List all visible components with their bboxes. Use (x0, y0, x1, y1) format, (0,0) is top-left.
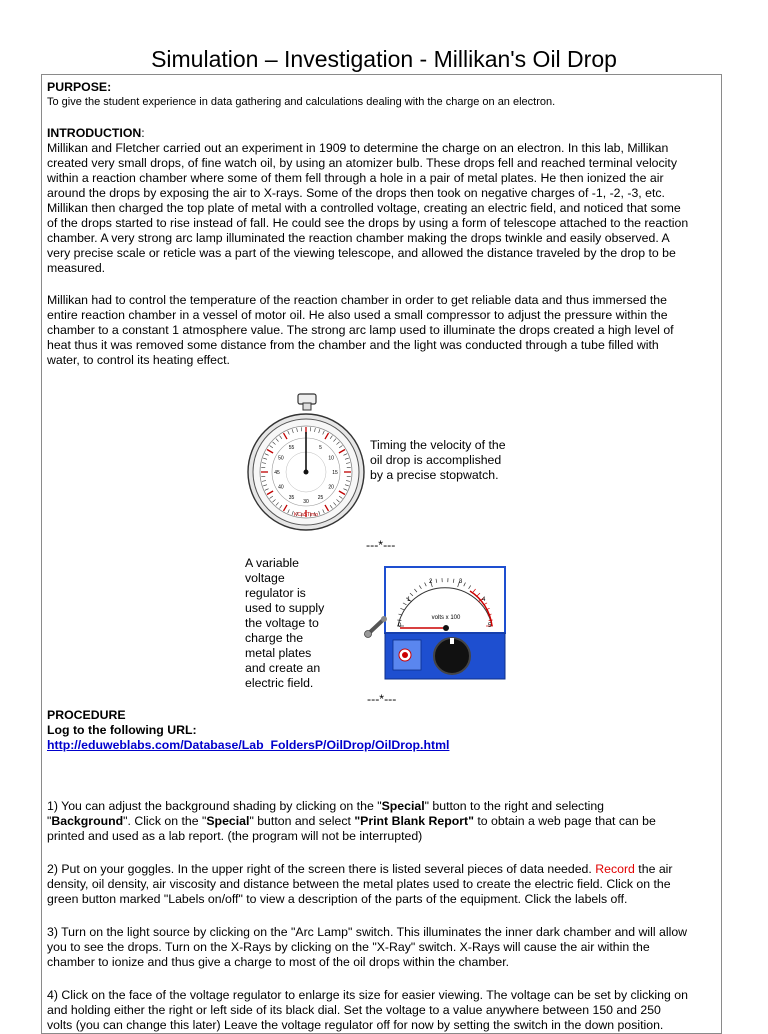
intro-line: created very small drops, of fine watch oil, by using an atomizer bulb. These drops fell and reached terminal velocity (47, 156, 717, 171)
stopwatch-dial-label: 55 (289, 445, 295, 451)
voltmeter-tick-1: 1 (407, 597, 411, 603)
intro-line: of the drops started to rise instead of fall. He could see the drops by using a form of telescope attached to the reaction (47, 216, 717, 231)
stopwatch-dial-label: 30 (303, 499, 309, 505)
step-1-line: printed and used as a lab report. (the program will not be interrupted) (47, 829, 717, 844)
step-2-line: green button marked "Labels on/off" to view a description of the parts of the equipment. Click the labels off. (47, 892, 717, 907)
voltage-regulator-illustration (360, 566, 508, 684)
step-2-line: 2) Put on your goggles. In the upper right of the screen there is listed several pieces of data needed. Record the air (47, 862, 717, 877)
stopwatch-dial-label: 10 (328, 456, 334, 462)
stopwatch-brand: KCaSTimo (294, 512, 318, 518)
step-3-line: chamber to ionize and thus give a charge to most of the oil drops within the chamber. (47, 955, 717, 970)
intro-line: around the drops by exposing the air to X-rays. Some of the drops then took on negative charges of -1, -2, -3, etc. (47, 186, 717, 201)
intro-line: within a reaction chamber where some of them fell through a hole in a pair of metal plates. He then ionized the air (47, 171, 717, 186)
voltmeter-tick-4: 4 (482, 597, 486, 603)
step-4-line: and holding either the right or left side of its black dial. Set the voltage to a value anywhere between 150 and 250 (47, 1003, 717, 1018)
procedure-url-link[interactable]: http://eduweblabs.com/Database/Lab_FoldersP/OilDrop/OilDrop.html (47, 738, 449, 752)
intro-p2-line: chamber to a constant 1 atmosphere value. The strong arc lamp used to illuminate the drops created a high level of (47, 323, 717, 338)
voltmeter-panel (385, 567, 505, 633)
purpose-text: To give the student experience in data gathering and calculations dealing with the charge on an electron. (47, 95, 717, 109)
stopwatch-dial-label: 35 (289, 495, 295, 501)
intro-line: chamber. A very strong arc lamp illuminated the reaction chamber making the drops twinkle and easily observed. A (47, 231, 717, 246)
voltmeter-tick-0: 0 (398, 623, 402, 629)
voltmeter-tick-2: 2 (429, 579, 433, 585)
procedure-url-line (47, 738, 717, 753)
step-2-line: density, oil density, air viscosity and distance between the metal plates used to create the electric field. Click on the (47, 877, 717, 892)
stopwatch-dial-label: 50 (278, 456, 284, 462)
intro-p2-line: entire reaction chamber in a vessel of motor oil. He also used a small compressor to adjust the pressure within the (47, 308, 717, 323)
record-highlight: Record (595, 862, 635, 876)
voltmeter-tick-mark (489, 620, 493, 621)
step-4-line: 4) Click on the face of the voltage regulator to enlarge its size for easier viewing. The voltage can be set by clicking on (47, 988, 717, 1003)
intro-line: Millikan and Fletcher carried out an experiment in 1909 to determine the charge on an electron. In this lab, Millikan (47, 141, 717, 156)
intro-line: Millikan then charged the top plate of metal with a controlled voltage, creating an electric field, and noticed that some (47, 201, 717, 216)
step-3-line: you to see the drops. Turn on the X-Rays by clicking on the "X-Ray" switch. X-Rays will cause the air within the (47, 940, 717, 955)
intro-p2-line: heat thus it was removed some distance from the chamber and the light was conducted through a tube filled with (47, 338, 717, 353)
stopwatch-stem (303, 403, 311, 410)
stopwatch-dial-label: 40 (278, 485, 284, 491)
voltage-caption: A variable voltage regulator is used to supply the voltage to charge the metal plates and create an electric field. (245, 556, 337, 691)
voltmeter-tick-5: 5 (488, 623, 492, 629)
voltmeter-tick-mark (397, 620, 401, 621)
purpose-heading: PURPOSE: (47, 80, 717, 95)
stopwatch-dial-label: 45 (274, 470, 280, 476)
intro-p2-line: water, to control its heating effect. (47, 353, 717, 368)
procedure-heading: PROCEDURE (47, 708, 717, 723)
step-4-line: volts (you can change this later) Leave the voltage regulator off for now by setting the switch in the down position. (47, 1018, 717, 1033)
procedure-log-label: Log to the following URL: (47, 723, 717, 738)
voltmeter-scale-label: volts x 100 (432, 615, 461, 621)
separator: ---*--- (366, 538, 395, 553)
intro-line: measured. (47, 261, 717, 276)
stopwatch-dial-label: 5 (319, 445, 322, 451)
page-title: Simulation – Investigation - Millikan's Oil Drop (0, 44, 768, 74)
stopwatch-dial-label: 25 (318, 495, 324, 501)
intro-line: very precise scale or reticle was a part of the viewing telescope, and allowed the distance traveled by the drop to be (47, 246, 717, 261)
introduction-heading: INTRODUCTION: (47, 126, 717, 141)
stopwatch-dial-label: 20 (328, 485, 334, 491)
stopwatch-caption: Timing the velocity of the oil drop is accomplished by a precise stopwatch. (370, 438, 520, 483)
separator: ---*--- (367, 692, 396, 707)
stopwatch-dial-label: 15 (332, 470, 338, 476)
step-1-line: 1) You can adjust the background shading by clicking on the "Special" button to the right and selecting (47, 799, 717, 814)
stopwatch-illustration (246, 392, 368, 534)
voltmeter-tick-3: 3 (459, 579, 463, 585)
step-1-line: "Background". Click on the "Special" button and select "Print Blank Report" to obtain a web page that can be (47, 814, 717, 829)
intro-p2-line: Millikan had to control the temperature of the reaction chamber in order to get reliable data and thus immersed the (47, 293, 717, 308)
step-3-line: 3) Turn on the light source by clicking on the "Arc Lamp" switch. This illuminates the inner dark chamber and will allow (47, 925, 717, 940)
